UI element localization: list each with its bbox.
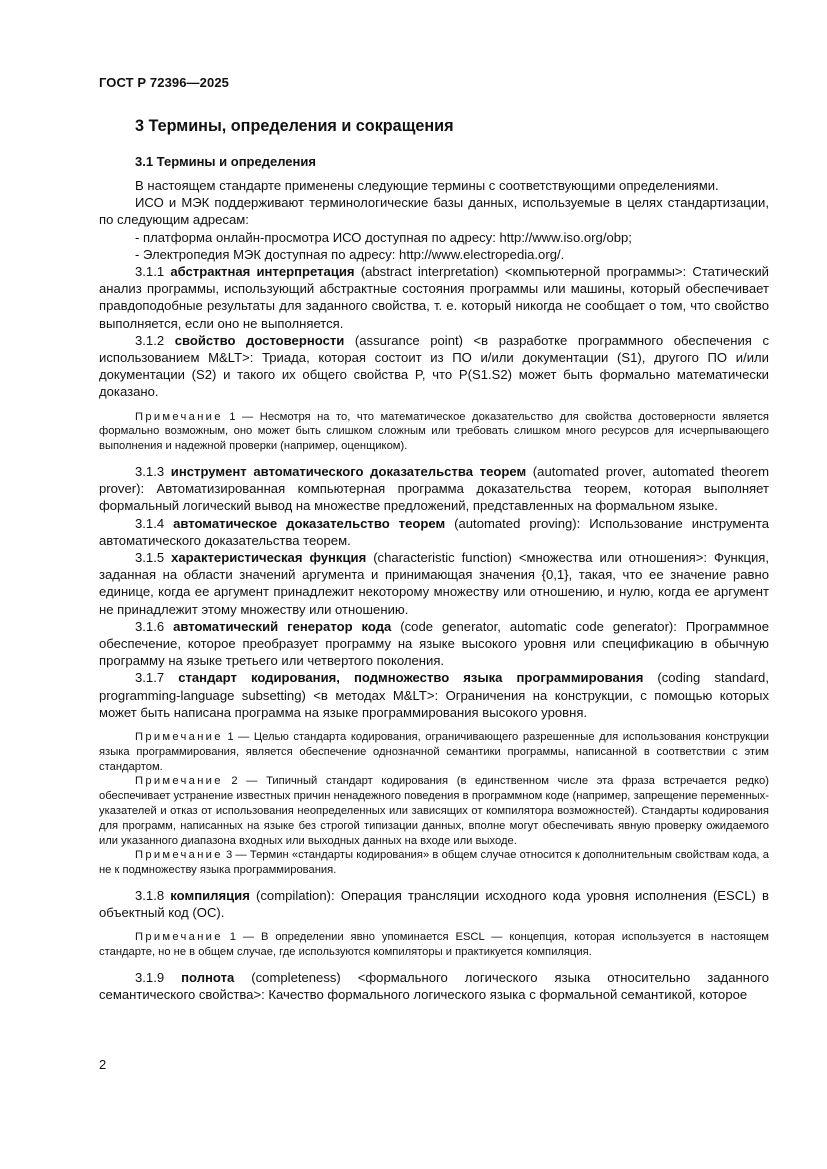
term-number: 3.1.1 [135, 264, 171, 280]
term-number: 3.1.8 [135, 888, 171, 904]
term-definition: (automated proving): Использование инструмента автоматического доказательства теорем. [99, 515, 770, 548]
term-note [99, 774, 769, 848]
term-note [99, 930, 769, 960]
term-name: автоматический генератор кода [173, 618, 392, 634]
term-name: полнота [181, 970, 235, 986]
term-definition: (automated prover, automated theorem prover): Автоматизированная компьютерная программа доказательства теорем, которая выполняет формальный логический вывод на множестве предложений, представленных на формальном языке. [99, 464, 769, 514]
subsection-title: 3.1 Термины и определения [135, 154, 316, 169]
term-name: свойство достоверности [174, 332, 345, 348]
note-text: 3 — Термин «стандарты кодирования» в общем случае относится к дополнительным свойствам кода, а не к подмножеству языка программирования. [99, 849, 769, 877]
page-number: 2 [99, 1057, 107, 1072]
intro-paragraph: ИСО и МЭК поддерживают терминологические базы данных, используемые в целях стандартизации, по следующим адресам: [99, 195, 769, 228]
standard-designation: ГОСТ Р 72396—2025 [99, 75, 229, 90]
term-entry [99, 263, 769, 332]
term-number: 3.1.7 [135, 670, 179, 686]
term-name: автоматическое доказательство теорем [173, 515, 446, 531]
term-entry [99, 969, 769, 1003]
term-entry [99, 618, 769, 670]
term-name: характеристическая функция [171, 550, 367, 566]
term-number: 3.1.6 [135, 618, 174, 634]
section-title: 3 Термины, определения и сокращения [135, 117, 454, 135]
term-name: абстрактная интерпретация [170, 264, 355, 280]
term-entry [99, 515, 769, 549]
term-number: 3.1.9 [135, 970, 182, 986]
term-entry [99, 887, 769, 921]
term-definition: (assurance point) <в разработке программного обеспечения с использованием M&LT>: Триада, которая состоит из ПО и/или документации (S1), другого ПО и/или документации (S2) и такого их общего свойства P, что P(S1.S2) может быть формально математически доказано. [99, 332, 769, 400]
term-note [99, 410, 769, 454]
note-text: 1 — Несмотря на то, что математическое доказательство для свойства достоверности является формально возможным, оно может быть слишком сложным или требовать слишком много ресурсов для исчерпывающего выполнения и надежной проверки (например, оценщиком). [99, 410, 769, 453]
term-entry [99, 549, 769, 618]
page-content [99, 116, 769, 1003]
term-definition: (completeness) <формального логического языка относительно заданного семантического свойства>: Качество формального логического языка с формальной семантикой, которое [99, 970, 769, 1003]
term-definition: (coding standard, programming-language subsetting) <в методах M&LT>: Ограничения на конструкции, с помощью которых может быть написана программа на языке программирования высокого уровня. [99, 670, 769, 720]
term-definition: (abstract interpretation) <компьютерной программы>: Статический анализ программы, использующий абстрактные состояния программы или машины, который обеспечивает правдоподобные результаты для заданного свойства, т. е. который никогда не сообщает о том, что свойство выполняется, если оно не выполняется. [99, 264, 769, 331]
term-name: инструмент автоматического доказательства теорем [170, 464, 527, 480]
note-label: Примечание [135, 849, 223, 862]
intro-paragraph: В настоящем стандарте применены следующие термины с соответствующими определениями. [135, 178, 719, 193]
term-note [99, 848, 769, 878]
term-note [99, 730, 769, 774]
term-number: 3.1.2 [135, 332, 175, 348]
note-label: Примечание [135, 931, 223, 944]
list-item: - платформа онлайн-просмотра ИСО доступная по адресу: http://www.iso.org/obp; [135, 229, 632, 245]
term-number: 3.1.4 [135, 515, 174, 531]
term-number: 3.1.5 [135, 550, 172, 566]
term-definition: (code generator, automatic code generator): Программное обеспечение, которое преобразует программу на языке высокого уровня или спецификацию в обычную программу на языке третьего или четвертого поколения. [99, 618, 769, 669]
note-label: Примечание [135, 775, 223, 788]
note-text: 1 — В определении явно упоминается ESCL — концепция, которая используется в настоящем стандарте, но не в общем случае, где используются компиляторы и практикуется компиляция. [99, 931, 769, 959]
term-definition: (characteristic function) <множества или отношения>: Функция, заданная на области значений аргумента и принимающая значения {0,1}, такая, что ее значение равно единице, когда ее аргумент принадлежит некоторому множеству или отношению, и нулю, когда ее аргумент не принадлежит этому множеству или отношению. [99, 550, 769, 617]
list-item: - Электропедия МЭК доступная по адресу: http://www.electropedia.org/. [135, 246, 565, 262]
term-number: 3.1.3 [135, 464, 171, 480]
term-entry [99, 332, 769, 401]
term-name: стандарт кодирования, подмножество языка программирования [178, 670, 644, 686]
term-entry [99, 669, 769, 721]
note-text: 1 — Целью стандарта кодирования, ограничивающего разрешенные для использования конструкции языка программирования, является обеспечение однозначной семантики программы, написанной в соответствии с этим стандартом. [99, 731, 769, 773]
note-label: Примечание [135, 731, 223, 744]
term-definition: (compilation): Операция трансляции исходного кода уровня исполнения (ESCL) в объектный код (ОС). [99, 888, 769, 921]
term-name: компиляция [170, 888, 250, 904]
term-entry [99, 463, 769, 515]
note-text: 2 — Типичный стандарт кодирования (в единственном числе эта фраза встречается редко) обеспечивает устранение известных причин ненадежного поведения в программном коде (например, запрещение переменных-указателей и отказ от использования неопределенных или зависящих от компилятора возможностей). Стандарты кодирования для программ, написанных на языке без строгой типизации данных, вполне могут обеспечивать явную проверку ожидаемого или указанного диапазона входных или выходных данных на входе или выходе. [99, 775, 769, 847]
note-label: Примечание [135, 410, 223, 423]
